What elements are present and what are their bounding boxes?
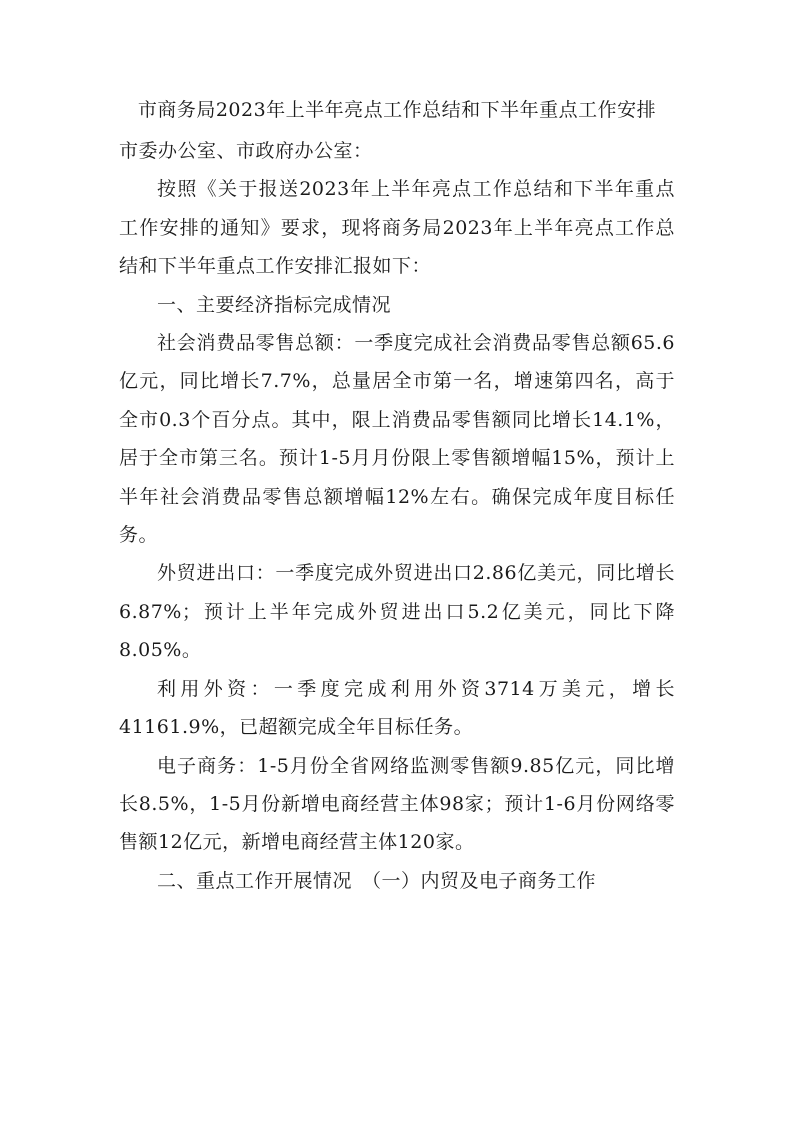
document-title: 市商务局2023年上半年亮点工作总结和下半年重点工作安排 [137,99,657,121]
paragraph-foreign-trade: 外贸进出口：一季度完成外贸进出口2.86亿美元，同比增长6.87%；预计上半年完成外贸进出口5.2亿美元，同比下降8.05%。 [119,562,675,662]
paragraph-e-commerce: 电子商务：1-5月份全省网络监测零售额9.85亿元，同比增长8.5%，1-5月份新增电商经营主体98家；预计1-6月份网络零售额12亿元，新增电商经营主体120家。 [119,754,675,854]
paragraph-retail-sales: 社会消费品零售总额：一季度完成社会消费品零售总额65.6亿元，同比增长7.7%，总量居全市第一名，增速第四名，高于全市0.3个百分点。其中，限上消费品零售额同比增长14.1%，居于全市第三名。预计1-5月月份限上零售额增幅15%，预计上半年社会消费品零售总额增幅12%左右。确保完成年度目标任务。 [119,332,675,547]
salutation: 市委办公室、市政府办公室： [119,140,373,162]
section-heading-key-work: 二、重点工作开展情况 （一）内贸及电子商务工作 [157,869,597,892]
intro-paragraph: 按照《关于报送2023年上半年亮点工作总结和下半年重点工作安排的通知》要求，现将商务局2023年上半年亮点工作总结和下半年重点工作安排汇报如下： [119,178,675,278]
section-heading-indicators: 一、主要经济指标完成情况 [157,293,392,316]
paragraph-foreign-investment: 利用外资：一季度完成利用外资3714万美元，增长41161.9%，已超额完成全年目标任务。 [119,677,675,739]
document-body [119,88,675,900]
